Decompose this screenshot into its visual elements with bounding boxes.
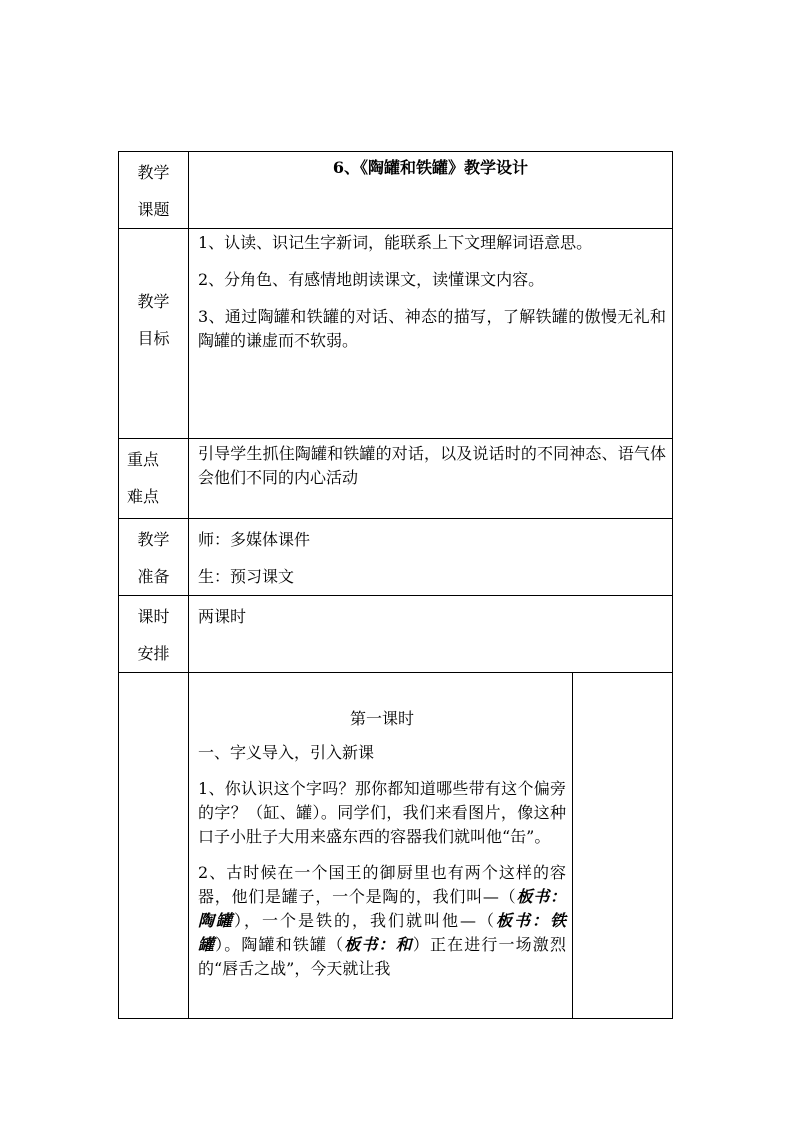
label-goals-line2: 目标 xyxy=(137,328,170,348)
label-keypoints xyxy=(119,439,189,519)
row-goals xyxy=(119,229,673,439)
goal-item-2: 2、分角色、有感情地朗读课文，读懂课文内容。 xyxy=(198,270,545,289)
lesson-title: 第一课时 xyxy=(349,709,414,728)
label-hours xyxy=(119,596,189,673)
page-title: 6、《陶罐和铁罐》教学设计 xyxy=(189,152,673,229)
label-topic-line1: 教学 xyxy=(137,163,170,182)
label-prep xyxy=(119,519,189,596)
prep-content xyxy=(189,519,673,596)
label-hours-line1: 课时 xyxy=(137,607,170,626)
goals-content xyxy=(189,229,673,439)
process-right-cell xyxy=(572,673,672,1019)
label-prep-line1: 教学 xyxy=(137,530,170,549)
label-keypoints-line1: 重点 xyxy=(127,450,160,469)
prep-student: 生：预习课文 xyxy=(198,567,295,586)
label-hours-line2: 安排 xyxy=(137,644,170,663)
row-keypoints xyxy=(119,439,673,519)
label-topic-line2: 课题 xyxy=(137,200,170,219)
lesson-plan-table xyxy=(118,151,673,1019)
paragraph-1: 1、你认识这个字吗？那你都知道哪些带有这个偏旁的字？（缸、罐）。同学们，我们来看图片，像这种口子小肚子大用来盛东西的容器我们就叫他“缶”。 xyxy=(198,779,566,846)
hours-text: 两课时 xyxy=(189,596,673,673)
row-topic xyxy=(119,152,673,229)
paragraph-2 xyxy=(198,861,566,981)
para2-text-3: ）。陶罐和铁罐（ xyxy=(215,935,345,954)
para2-text-1: 2、古时候在一个国王的御厨里也有两个这样的容器，他们是罐子，一个是陶的，我们叫—（ xyxy=(198,863,566,906)
label-prep-line2: 准备 xyxy=(137,567,170,586)
board-note-tieguan: 板书：铁罐 xyxy=(198,911,566,954)
board-note-taoguan: 板书：陶罐 xyxy=(198,887,566,930)
keypoints-text: 引导学生抓住陶罐和铁罐的对话，以及说话时的不同神态、语气体会他们不同的内心活动 xyxy=(189,439,673,519)
row-prep xyxy=(119,519,673,596)
label-goals-line1: 教学 xyxy=(137,291,170,311)
section-title: 一、字义导入，引入新课 xyxy=(198,743,375,762)
board-note-he: 板书：和 xyxy=(344,935,413,954)
row-hours xyxy=(119,596,673,673)
goal-item-1: 1、认读、识记生字新词，能联系上下文理解词语意思。 xyxy=(198,233,593,252)
para2-text-4: ）正在进行一场激烈的“唇舌之战”，今天就让我 xyxy=(198,935,566,978)
process-content xyxy=(189,673,573,1019)
label-keypoints-line2: 难点 xyxy=(127,487,160,506)
process-left-cell xyxy=(119,673,189,1019)
label-topic xyxy=(119,152,189,229)
row-process xyxy=(119,673,673,1019)
label-goals xyxy=(119,229,189,439)
prep-teacher: 师：多媒体课件 xyxy=(198,530,311,549)
goal-item-3: 3、通过陶罐和铁罐的对话、神态的描写，了解铁罐的傲慢无礼和陶罐的谦虚而不软弱。 xyxy=(198,307,666,350)
para2-text-2: ），一个是铁的，我们就叫他—（ xyxy=(234,911,496,930)
